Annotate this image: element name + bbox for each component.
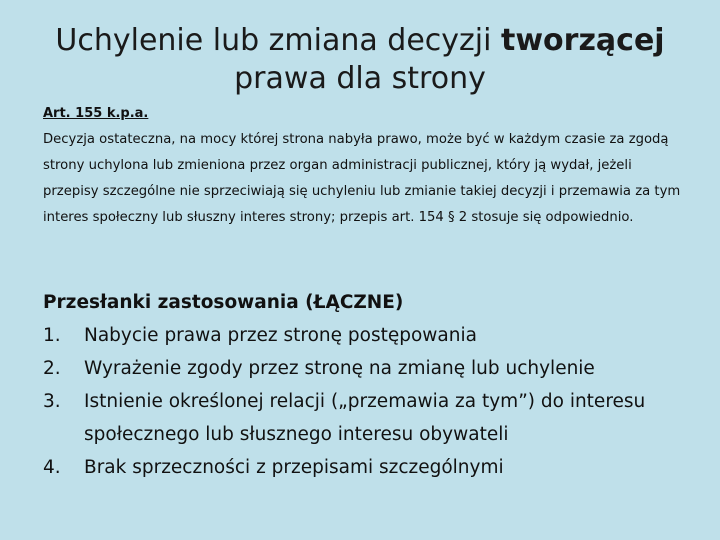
premise-number: 4. xyxy=(43,457,61,478)
premise-item xyxy=(43,352,693,385)
premise-text: Wyrażenie zgody przez stronę na zmianę lub uchylenie xyxy=(84,358,595,379)
premises-heading: Przesłanki zastosowania (ŁĄCZNE) xyxy=(43,292,404,313)
premise-item xyxy=(43,319,693,352)
premise-text: Istnienie określonej relacji („przemawia za tym”) do interesu społecznego lub słusznego interesu obywateli xyxy=(84,391,646,445)
premise-text: Nabycie prawa przez stronę postępowania xyxy=(84,325,477,346)
premises-section xyxy=(43,286,693,484)
premise-item xyxy=(43,385,693,451)
premise-number: 1. xyxy=(43,325,61,346)
slide-title-part1: Uchylenie lub zmiana decyzji xyxy=(55,23,501,58)
premises-list xyxy=(43,319,693,484)
premise-item xyxy=(43,451,693,484)
premise-text: Brak sprzeczności z przepisami szczególnymi xyxy=(84,457,504,478)
slide-title xyxy=(40,22,680,98)
premise-number: 2. xyxy=(43,358,61,379)
article-text: Decyzja ostateczna, na mocy której strona nabyła prawo, może być w każdym czasie za zgodą strony uchylona lub zmieniona przez organ administracji publicznej, który ją wydał, jeżeli przepisy szczególne nie sprzeciwiają się uchyleniu lub zmianie takiej decyzji i przemawia za tym interes społeczny lub słuszny interes strony; przepis art. 154 § 2 stosuje się odpowiednio. xyxy=(43,132,681,225)
premise-number: 3. xyxy=(43,391,61,412)
slide-title-bold: tworzącej xyxy=(501,23,665,58)
slide-title-line2: prawa dla strony xyxy=(234,61,486,96)
article-reference: Art. 155 k.p.a. xyxy=(43,106,149,121)
